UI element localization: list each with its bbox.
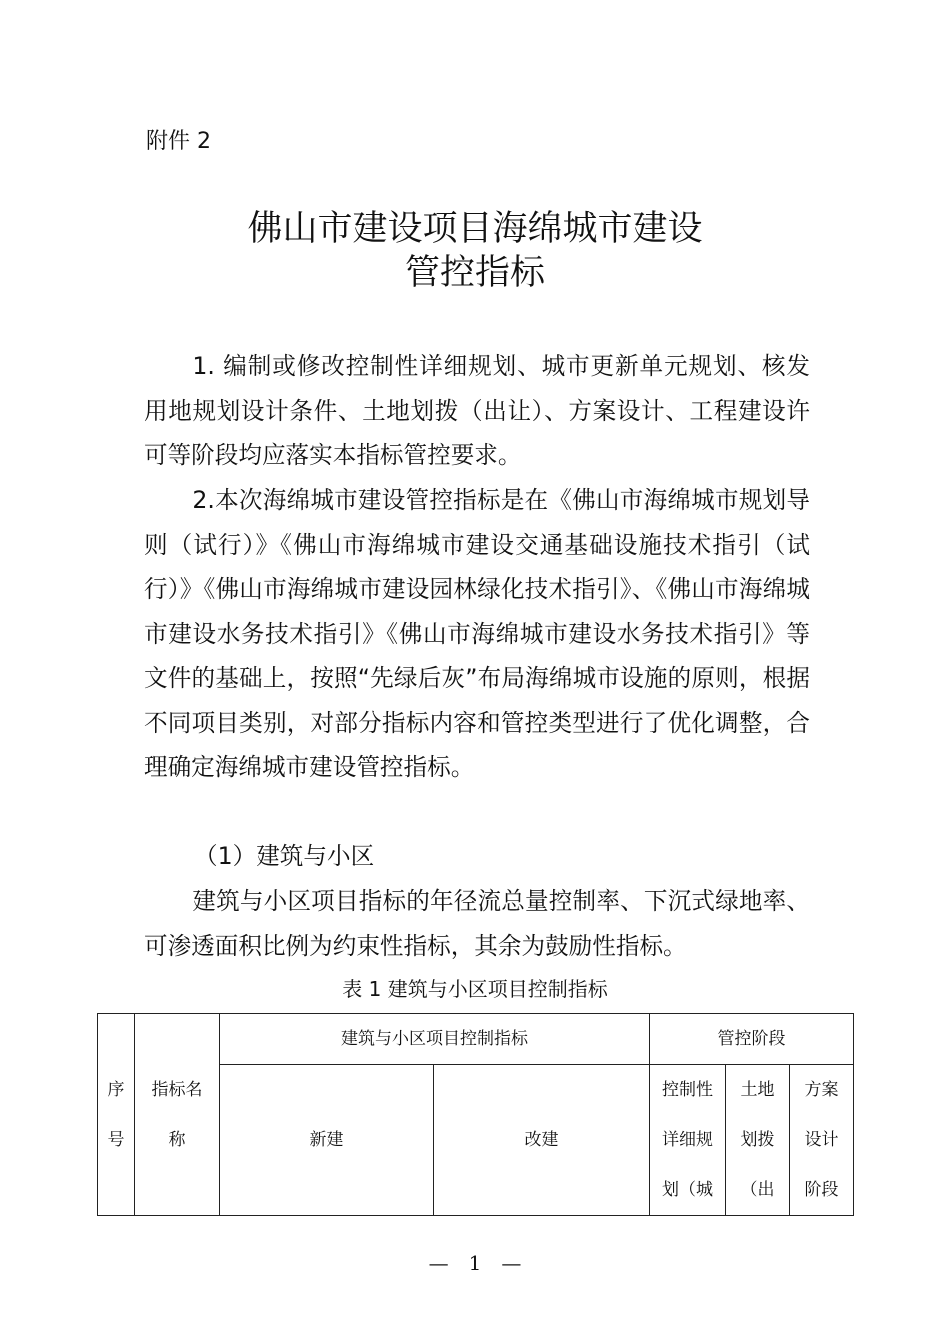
header-scheme-line2: 设计 [804,1130,839,1150]
header-land [726,1065,790,1216]
header-land-line1: 土地 [740,1080,775,1100]
header-detailed-plan-line2: 详细规 [662,1130,713,1150]
header-land-line2: 划拨 [740,1130,775,1150]
page-number: — 1 — [428,1251,522,1275]
paragraph-1-text: 1. 编制或修改控制性详细规划、城市更新单元规划、核发用地规划设计条件、土地划拨（出让）、方案设计、工程建设许可等阶段均应落实本指标管控要求。 [144,352,810,469]
paragraph-3-text: 建筑与小区项目指标的年径流总量控制率、下沉式绿地率、可渗透面积比例为约束性指标，其余为鼓励性指标。 [144,887,810,960]
paragraph-3 [144,879,810,968]
header-seq-line1: 序 [107,1079,125,1100]
attachment-label: 附件 2 [146,129,211,154]
header-name-line1: 指标名 [151,1079,203,1100]
document-title-line2: 管控指标 [404,253,545,293]
table-caption: 表 1 建筑与小区项目控制指标 [342,977,608,1001]
paragraph-2-text: 2.本次海绵城市建设管控指标是在《佛山市海绵城市规划导则（试行）》《佛山市海绵城市建设交通基础设施技术指引（试行）》《佛山市海绵城市建设园林绿化技术指引》、《佛山市海绵城市建设水务技术指引》《佛山市海绵城市建设水务技术指引》等文件的基础上，按照“先绿后灰”布局海绵城市设施的原则，根据不同项目类别，对部分指标内容和管控类型进行了优化调整，合理确定海绵城市建设管控指标。 [144,486,810,781]
header-renovate: 改建 [434,1065,650,1216]
control-indicator-table [97,1013,854,1216]
header-detailed-plan-line1: 控制性 [662,1080,713,1100]
subheading-buildings: （1）建筑与小区 [194,842,375,870]
table-header-row-1 [98,1014,854,1065]
header-detailed-plan [650,1065,726,1216]
header-group-stage: 管控阶段 [650,1014,854,1065]
header-seq [98,1014,135,1216]
header-scheme-line1: 方案 [804,1080,839,1100]
header-scheme [790,1065,854,1216]
header-seq-line2: 号 [107,1129,125,1150]
paragraph-1 [144,344,810,478]
header-land-line3: （出 [740,1180,775,1200]
header-group-indicator: 建筑与小区项目控制指标 [220,1014,650,1065]
document-title-line1: 佛山市建设项目海绵城市建设 [247,209,703,249]
header-indicator-name [135,1014,220,1216]
header-new: 新建 [220,1065,434,1216]
header-detailed-plan-line3: 划（城 [662,1180,713,1200]
header-name-line2: 称 [168,1129,186,1150]
header-scheme-line3: 阶段 [804,1180,839,1200]
paragraph-2 [144,478,810,790]
